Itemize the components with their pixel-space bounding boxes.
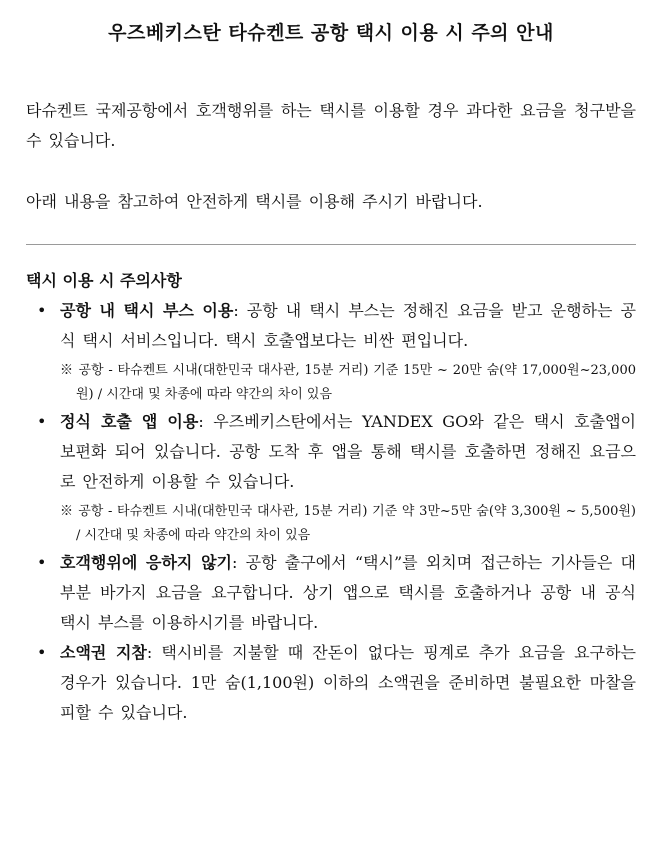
fare-note: ※ 공항 - 타슈켄트 시내(대한민국 대사관, 15분 거리) 기준 약 3만~5만 숨(약 3,300원 ~ 5,500원) / 시간대 및 차종에 따라 약간의 차이 있음: [60, 504, 636, 543]
bullet-icon: •: [37, 412, 47, 431]
caution-text: [60, 296, 636, 356]
section-title: 택시 이용 시 주의사항: [26, 271, 182, 290]
caution-text: [60, 548, 636, 638]
page-title: 우즈베키스탄 타슈켄트 공항 택시 이용 시 주의 안내: [108, 22, 554, 44]
bullet-icon: •: [37, 643, 47, 662]
fare-note: ※ 공항 - 타슈켄트 시내(대한민국 대사관, 15분 거리) 기준 15만 ~ 20만 숨(약 17,000원~23,000원) / 시간대 및 차종에 따라 약간의 차이 있음: [60, 363, 636, 402]
intro-paragraph-1: 타슈켄트 국제공항에서 호객행위를 하는 택시를 이용할 경우 과다한 요금을 청구받을 수 있습니다.: [26, 101, 636, 150]
caution-text: [60, 407, 636, 497]
caution-item-ride-app: [26, 407, 636, 548]
bullet-icon: •: [37, 301, 47, 320]
caution-body: : 택시비를 지불할 때 잔돈이 없다는 핑계로 추가 요금을 요구하는 경우가 있습니다. 1만 숨(1,100원) 이하의 소액권을 준비하면 불필요한 마찰을 피할 수 있습니다.: [60, 643, 636, 722]
section-divider: [26, 244, 636, 245]
caution-body: : 공항 내 택시 부스는 정해진 요금을 받고 운행하는 공식 택시 서비스입니다. 택시 호출앱보다는 비싼 편입니다.: [60, 301, 636, 350]
caution-heading: 호객행위에 응하지 않기: [60, 553, 233, 572]
intro-paragraph-2: 아래 내용을 참고하여 안전하게 택시를 이용해 주시기 바랍니다.: [26, 192, 483, 211]
caution-body: : 우즈베키스탄에서는 YANDEX GO와 같은 택시 호출앱이 보편화 되어 있습니다. 공항 도착 후 앱을 통해 택시를 호출하면 정해진 요금으로 안전하게 이용할 수 있습니다.: [60, 412, 636, 491]
caution-heading: 공항 내 택시 부스 이용: [60, 301, 234, 320]
caution-text: [60, 638, 636, 728]
bullet-icon: •: [37, 553, 47, 572]
caution-heading: 정식 호출 앱 이용: [60, 412, 199, 431]
caution-item-small-bills: [26, 638, 636, 728]
caution-item-taxi-booth: [26, 296, 636, 407]
caution-body: : 공항 출구에서 “택시”를 외치며 접근하는 기사들은 대부분 바가지 요금을 요구합니다. 상기 앱으로 택시를 호출하거나 공항 내 공식 택시 부스를 이용하시기를 바랍니다.: [60, 553, 637, 632]
caution-item-touts: [26, 548, 636, 638]
caution-heading: 소액권 지참: [60, 643, 147, 662]
caution-list: [26, 296, 636, 728]
